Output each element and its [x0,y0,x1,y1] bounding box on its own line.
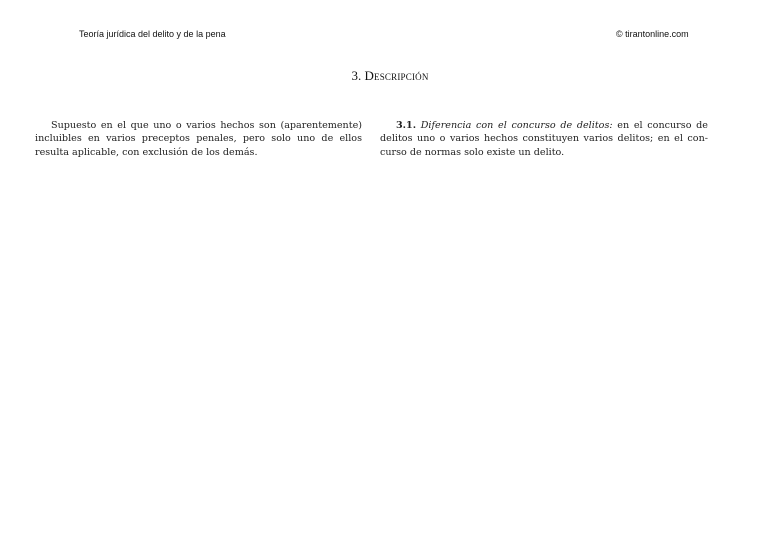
right-column [380,119,708,159]
running-header-title: Teoría jurídica del delito y de la pena [79,29,226,39]
paragraph-line: delitos uno o varios hechos constituyen varios delitos; en el con- [380,133,708,145]
subsection-title: Diferencia con el concurso de delitos: [420,120,613,131]
section-heading [0,68,768,84]
paragraph-line: incluibles en varios preceptos penales, pero solo uno de ellos [35,133,362,145]
left-column [35,119,362,159]
paragraph-line-text: Supuesto en el que uno o varios hechos son (aparentemente) [51,120,362,131]
section-number: 3. [351,68,362,83]
paragraph-line [35,119,362,132]
paragraph-line [380,119,708,132]
running-header-copyright: © tirantonline.com [616,29,689,39]
section-title: Descripción [364,68,429,83]
paragraph-line: curso de normas solo existe un delito. [380,146,565,158]
paragraph-line: resulta aplicable, con exclusión de los demás. [35,146,258,158]
paragraph-line-text: en el concurso de [612,120,708,131]
subsection-number: 3.1. [396,120,417,131]
